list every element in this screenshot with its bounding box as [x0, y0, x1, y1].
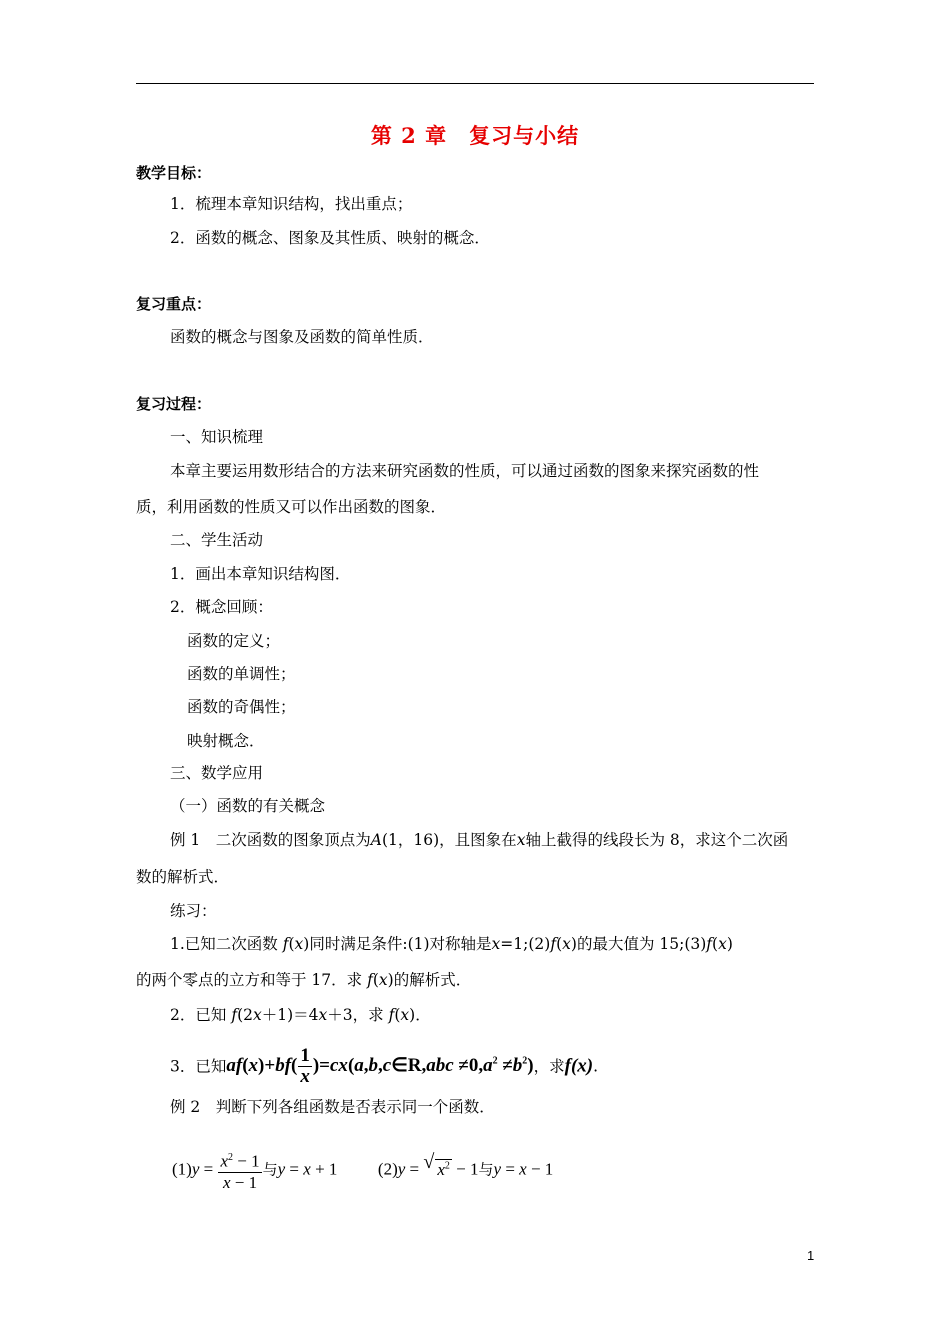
- example-2-pairs: (1)y = $\frac{x^2 - 1}{x - 1}$ 与y = x + 1 (2)y = √ $x^2 - 1$与y = x − 1: [172, 1144, 553, 1192]
- title-chapter: 第 2 章: [370, 123, 448, 148]
- section-3-title: 三、数学应用: [170, 764, 264, 782]
- concept-item: 函数的单调性；: [187, 665, 296, 683]
- practice-3: 3．已知af(x)+bf( $\frac{1}{x}$ )=cx(a,b,c∈R,abc $\ne 0,a^2 \ne b^2$)，求f(x).: [170, 1045, 599, 1088]
- example-1-line2: 数的解析式．: [136, 868, 230, 886]
- header-rule: [136, 83, 814, 84]
- practice-heading: 练习：: [170, 902, 217, 920]
- example-2: 例 2 判断下列各组函数是否表示同一个函数．: [170, 1098, 495, 1116]
- practice-1-line2: 的两个零点的立方和等于 17．求 f(x)的解析式．: [136, 971, 472, 989]
- concept-item: 映射概念．: [187, 732, 265, 750]
- goals-heading: 教学目标：: [136, 164, 212, 182]
- process-heading: 复习过程：: [136, 395, 212, 413]
- fraction: $\frac{x^2 - 1}{x - 1}$: [218, 1149, 261, 1192]
- section-2-title: 二、学生活动: [170, 531, 264, 549]
- page-number: 1: [807, 1248, 815, 1263]
- goal-item-2: 2．函数的概念、图象及其性质、映射的概念．: [170, 229, 490, 247]
- concept-item: 函数的定义；: [187, 632, 281, 650]
- practice-1-line1: 1.已知二次函数 f(x)同时满足条件:(1)对称轴是x=1;(2)f(x)的最大值为 15;(3)f(x): [170, 935, 733, 953]
- practice-2: 2．已知 f(2x＋1)＝4x＋3，求 f(x)．: [170, 1006, 431, 1024]
- activity-item-1: 1．画出本章知识结构图．: [170, 565, 351, 583]
- example-1-line1: 例 1 二次函数的图象顶点为A(1，16)，且图象在x轴上截得的线段长为 8，求这个二次函: [170, 831, 789, 849]
- key-text: 函数的概念与图象及函数的简单性质．: [170, 328, 434, 346]
- key-heading: 复习重点：: [136, 295, 212, 313]
- chapter-title: [0, 120, 950, 150]
- section-1-title: 一、知识梳理: [170, 428, 264, 446]
- title-text: 复习与小结: [469, 123, 580, 148]
- square-root: √ $x^2$: [423, 1151, 450, 1179]
- subsection-title: （一）函数的有关概念: [170, 797, 326, 815]
- concept-item: 函数的奇偶性；: [187, 698, 296, 716]
- activity-item-2: 2．概念回顾：: [170, 598, 273, 616]
- goal-item-1: 1．梳理本章知识结构，找出重点；: [170, 195, 413, 213]
- section-1-para-line2: 质，利用函数的性质又可以作出函数的图象．: [136, 498, 447, 516]
- functional-equation: af(x)+bf( $\frac{1}{x}$ )=cx(a,b,c∈R,abc $\ne 0,a^2 \ne b^2$): [226, 1045, 534, 1088]
- section-1-para-line1: 本章主要运用数形结合的方法来研究函数的性质，可以通过函数的图象来探究函数的性: [170, 462, 760, 480]
